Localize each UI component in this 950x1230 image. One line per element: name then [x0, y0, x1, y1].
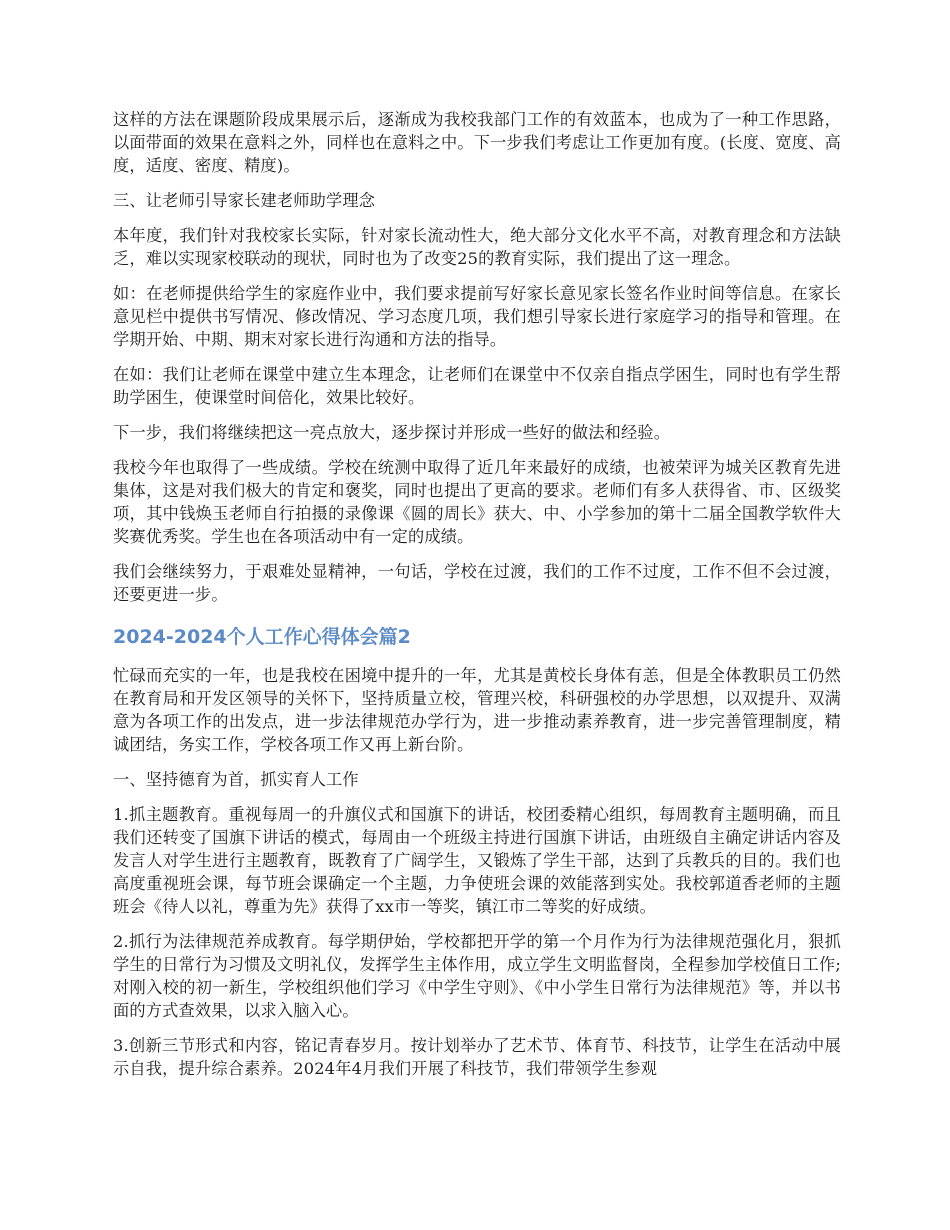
paragraph: 2.抓行为法律规范养成教育。每学期伊始，学校都把开学的第一个月作为行为法律规范强化月，狠抓学生的日常行为习惯及文明礼仪，发挥学生主体作用，成立学生文明监督岗，全程参加学校值日工作;对刚入校的初一新生，学校组织他们学习《中学生守则》、《中小学生日常行为法律规范》等，并以书面的方式查效果，以求入脑入心。 [113, 932, 841, 1020]
paragraph: 1.抓主题教育。重视每周一的升旗仪式和国旗下的讲话，校团委精心组织，每周教育主题明确，而且我们还转变了国旗下讲话的模式，每周由一个班级主持进行国旗下讲话，由班级自主确定讲话内容及发言人对学生进行主题教育，既教育了广阔学生，又锻炼了学生干部，达到了兵教兵的目的。我们也高度重视班会课，每节班会课确定一个主题，力争使班会课的效能落到实处。我校郭道香老师的主题班会《待人以礼，尊重为先》获得了xx市一等奖，镇江市二等奖的好成绩。 [113, 805, 841, 916]
paragraph: 下一步，我们将继续把这一亮点放大，逐步探讨并形成一些好的做法和经验。 [113, 423, 671, 442]
paragraph: 忙碌而充实的一年，也是我校在困境中提升的一年，尤其是黄校长身体有恙，但是全体教职员工仍然在教育局和开发区领导的关怀下，坚持质量立校，管理兴校，科研强校的办学思想，以双提升、双满意为各项工作的出发点，进一步法律规范办学行为，进一步推动素养教育，进一步完善管理制度，精诚团结，务实工作，学校各项工作又再上新台阶。 [113, 666, 841, 754]
section-subheading: 一、坚持德育为首，抓实育人工作 [113, 770, 359, 789]
paragraph: 这样的方法在课题阶段成果展示后，逐渐成为我校我部门工作的有效蓝本，也成为了一种工作思路，以面带面的效果在意料之外，同样也在意料之中。下一步我们考虑让工作更加有度。(长度、宽度、高度，适度、密度、精度)。 [113, 110, 841, 175]
section-subheading: 三、让老师引导家长建老师助学理念 [113, 191, 376, 210]
paragraph: 我校今年也取得了一些成绩。学校在统测中取得了近几年来最好的成绩，也被荣评为城关区教育先进集体，这是对我们极大的肯定和褒奖，同时也提出了更高的要求。老师们有多人获得省、市、区级奖项，其中钱焕玉老师自行拍摄的录像课《圆的周长》获大、中、小学参加的第十二届全国教学软件大奖赛优秀奖。学生也在各项活动中有一定的成绩。 [113, 458, 841, 546]
paragraph: 如：在老师提供给学生的家庭作业中，我们要求提前写好家长意见家长签名作业时间等信息。在家长意见栏中提供书写情况、修改情况、学习态度几项，我们想引导家长进行家庭学习的指导和管理。在学期开始、中期、期末对家长进行沟通和方法的指导。 [113, 284, 841, 349]
document-page [113, 108, 841, 1092]
paragraph: 本年度，我们针对我校家长实际，针对家长流动性大，绝大部分文化水平不高，对教育理念和方法缺乏，难以实现家校联动的现状，同时也为了改变25的教育实际，我们提出了这一理念。 [113, 226, 841, 268]
paragraph: 我们会继续努力，于艰难处显精神，一句话，学校在过渡，我们的工作不过度，工作不但不会过渡，还要更进一步。 [113, 562, 841, 604]
article-heading: 2024-2024个人工作心得体会篇2 [113, 626, 411, 648]
paragraph: 3.创新三节形式和内容，铭记青春岁月。按计划举办了艺术节、体育节、科技节，让学生在活动中展示自我，提升综合素养。2024年4月我们开展了科技节，我们带领学生参观 [113, 1036, 841, 1078]
paragraph: 在如：我们让老师在课堂中建立生本理念，让老师们在课堂中不仅亲自指点学困生，同时也有学生帮助学困生，使课堂时间倍化，效果比较好。 [113, 365, 841, 407]
